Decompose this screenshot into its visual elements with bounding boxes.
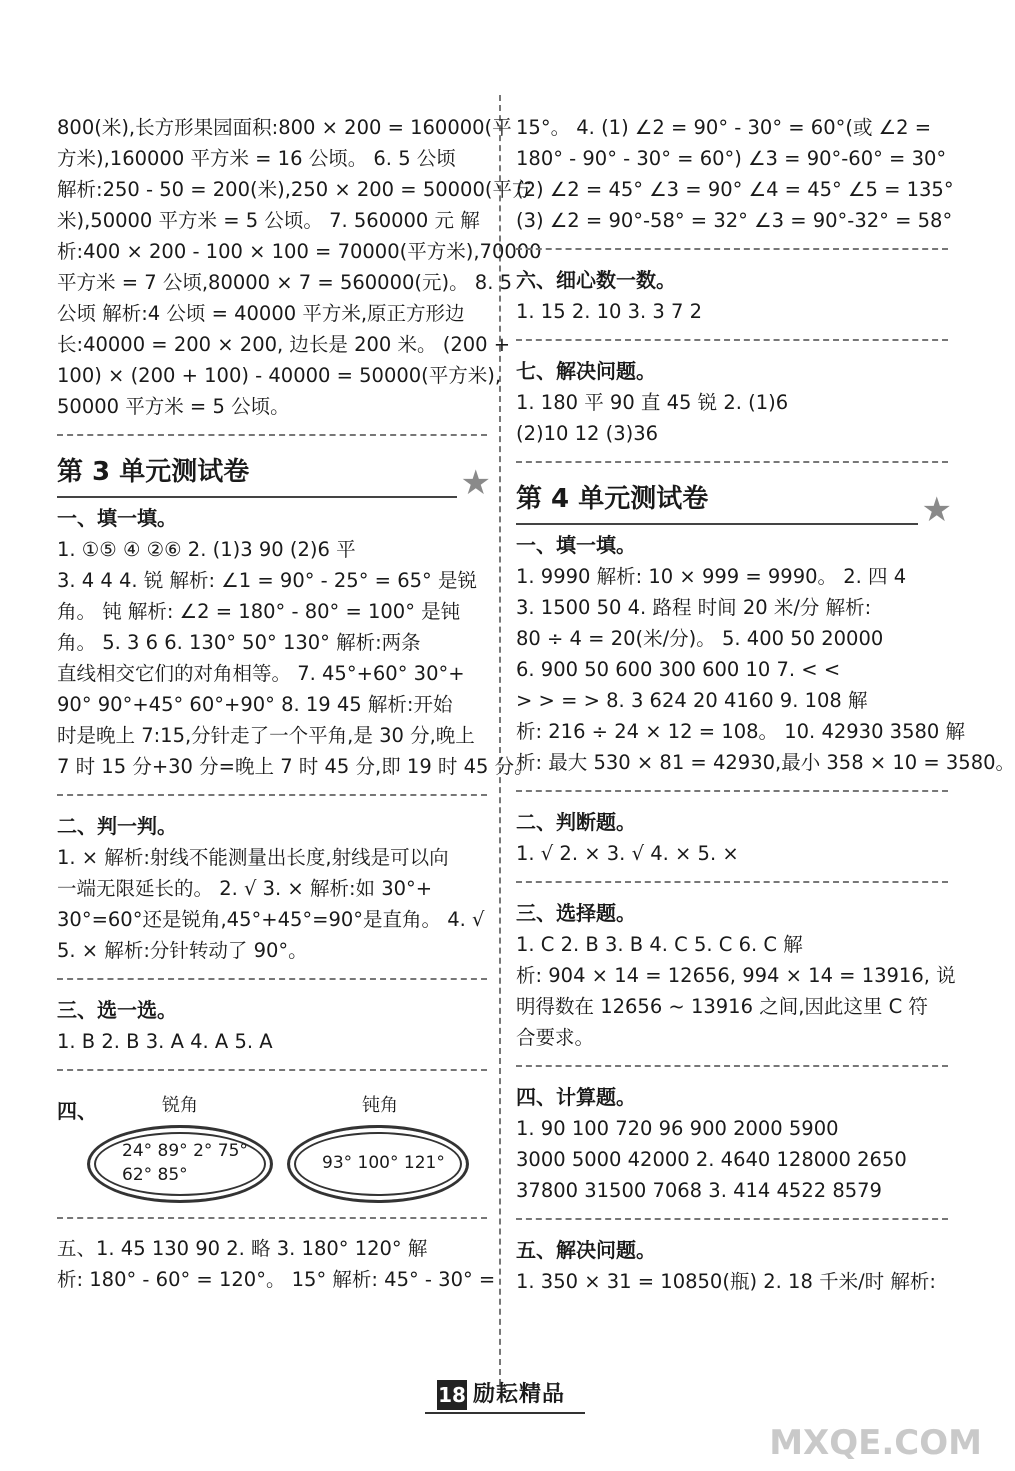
- text-line: 1. 350 × 31 = 10850(瓶) 2. 18 千米/时 解析:: [516, 1270, 936, 1293]
- right-column: [516, 112, 1015, 1297]
- text-line: 析: 180° - 60° = 120°。 15° 解析: 45° - 30° =: [57, 1268, 496, 1291]
- dashed-divider: [516, 1218, 948, 1220]
- text-line: 析:400 × 200 - 100 × 100 = 70000(平方米),70000: [57, 240, 542, 263]
- text-line: (2)10 12 (3)36: [516, 422, 659, 445]
- text-line: 100) × (200 + 100) - 40000 = 50000(平方米),: [57, 364, 502, 387]
- text-line: 长:40000 = 200 × 200, 边长是 200 米。 (200 +: [57, 333, 511, 356]
- dashed-divider: [57, 1069, 487, 1071]
- section-heading: 二、判一判。: [57, 814, 177, 838]
- text-line: (2) ∠2 = 45° ∠3 = 90° ∠4 = 45° ∠5 = 135°: [516, 178, 954, 201]
- text-line: 角。 5. 3 6 6. 130° 50° 130° 解析:两条: [57, 631, 421, 654]
- text-line: 一端无限延长的。 2. √ 3. × 解析:如 30°+: [57, 877, 433, 900]
- dashed-divider: [516, 790, 948, 792]
- section-heading: 一、填一填。: [516, 533, 636, 557]
- page-footer: [425, 1378, 585, 1414]
- text-line: > > = > 8. 3 624 20 4160 9. 108 解: [516, 689, 868, 712]
- text-line: 3. 4 4 4. 锐 解析: ∠1 = 90° - 25° = 65° 是锐: [57, 569, 477, 592]
- text-line: 1. ①⑤ ④ ②⑥ 2. (1)3 90 (2)6 平: [57, 538, 356, 561]
- heading-rule: [516, 523, 918, 525]
- dashed-divider: [516, 339, 948, 341]
- dashed-divider: [57, 434, 487, 436]
- section-heading: 六、细心数一数。: [516, 268, 676, 292]
- text-line: (3) ∠2 = 90°-58° = 32° ∠3 = 90°-32° = 58°: [516, 209, 953, 232]
- text-line: 直线相交它们的对角相等。 7. 45°+60° 30°+: [57, 662, 465, 685]
- text-line: 7 时 15 分+30 分=晚上 7 时 45 分,即 19 时 45 分。: [57, 755, 534, 778]
- text-line: 合要求。: [516, 1026, 595, 1049]
- text-line: 析: 216 ÷ 24 × 12 = 108。 10. 42930 3580 解: [516, 720, 966, 743]
- text-line: 解析:250 - 50 = 200(米),250 × 200 = 50000(平方: [57, 178, 532, 201]
- acute-label: 锐角: [162, 1095, 198, 1116]
- footer-rule: [425, 1412, 585, 1414]
- text-line: 80 ÷ 4 = 20(米/分)。 5. 400 50 20000: [516, 627, 884, 650]
- section-heading: 二、判断题。: [516, 810, 636, 834]
- dashed-divider: [516, 1065, 948, 1067]
- text-line: 90° 90°+45° 60°+90° 8. 19 45 解析:开始: [57, 693, 453, 716]
- page-number: 18: [437, 1380, 467, 1410]
- heading-rule: [57, 496, 457, 498]
- left-column: [57, 112, 542, 1295]
- text-line: 50000 平方米 = 5 公顷。: [57, 395, 290, 418]
- text-line: 1. 9990 解析: 10 × 999 = 9990。 2. 四 4: [516, 565, 907, 588]
- unit-heading: [57, 450, 491, 503]
- unit-title: 第 4 单元测试卷: [516, 484, 709, 514]
- unit-title: 第 3 单元测试卷: [57, 457, 250, 487]
- text-line: 1. × 解析:射线不能测量出长度,射线是可以向: [57, 846, 449, 869]
- text-line: 3. 1500 50 4. 路程 时间 20 米/分 解析:: [516, 596, 872, 619]
- text-line: 6. 900 50 600 300 600 10 7. < <: [516, 658, 841, 681]
- obtuse-values-row: 93° 100° 121°: [322, 1153, 445, 1173]
- watermark: MXQE.COM: [769, 1423, 982, 1463]
- text-line: 5. × 解析:分针转动了 90°。: [57, 939, 308, 962]
- acute-oval: [87, 1125, 273, 1203]
- text-line: 37800 31500 7068 3. 414 4522 8579: [516, 1179, 882, 1202]
- text-line: 1. B 2. B 3. A 4. A 5. A: [57, 1030, 273, 1053]
- section-heading: 一、填一填。: [57, 506, 177, 530]
- text-line: 1. 90 100 720 96 900 2000 5900: [516, 1117, 839, 1140]
- left-top-answers: [57, 112, 542, 422]
- dashed-divider: [516, 881, 948, 883]
- text-line: 800(米),长方形果园面积:800 × 200 = 160000(平: [57, 116, 512, 139]
- text-line: 15°。 4. (1) ∠2 = 90° - 30° = 60°(或 ∠2 =: [516, 116, 932, 139]
- section-heading: 四、: [57, 1099, 97, 1123]
- section-heading: 四、计算题。: [516, 1085, 636, 1109]
- dashed-divider: [57, 1217, 487, 1219]
- text-line: 方米),160000 平方米 = 16 公顷。 6. 5 公顷: [57, 147, 456, 170]
- brand-name: 励耘精品: [473, 1382, 566, 1407]
- text-line: 3000 5000 42000 2. 4640 128000 2650: [516, 1148, 907, 1171]
- star-icon: ★: [921, 490, 952, 530]
- text-line: 析: 904 × 14 = 12656, 994 × 14 = 13916, 说: [516, 964, 956, 987]
- dashed-divider: [516, 461, 948, 463]
- acute-values-row: 24° 89° 2° 75°: [122, 1141, 248, 1161]
- text-line: 平方米 = 7 公顷,80000 × 7 = 560000(元)。 8. 5: [57, 271, 513, 294]
- obtuse-oval: [287, 1125, 469, 1203]
- acute-values-row: 62° 85°: [122, 1165, 188, 1185]
- text-line: 米),50000 平方米 = 5 公顷。 7. 560000 元 解: [57, 209, 480, 232]
- dashed-divider: [516, 248, 948, 250]
- text-line: 公顷 解析:4 公顷 = 40000 平方米,原正方形边: [57, 302, 465, 325]
- dashed-divider: [57, 978, 487, 980]
- text-line: 1. √ 2. × 3. √ 4. × 5. ×: [516, 842, 739, 865]
- text-line: 1. C 2. B 3. B 4. C 5. C 6. C 解: [516, 933, 803, 956]
- section-heading: 三、选择题。: [516, 901, 636, 925]
- dashed-divider: [57, 794, 487, 796]
- text-line: 时是晚上 7:15,分针走了一个平角,是 30 分,晚上: [57, 724, 475, 747]
- text-line: 角。 钝 解析: ∠2 = 180° - 80° = 100° 是钝: [57, 600, 461, 623]
- text-line: 180° - 90° - 30° = 60°) ∠3 = 90°-60° = 30°: [516, 147, 947, 170]
- text-line: 明得数在 12656 ~ 13916 之间,因此这里 C 符: [516, 995, 928, 1018]
- star-icon: ★: [460, 463, 491, 503]
- section-heading: 七、解决问题。: [516, 359, 656, 383]
- text-line: 五、1. 45 130 90 2. 略 3. 180° 120° 解: [57, 1237, 428, 1260]
- section-heading: 三、选一选。: [57, 998, 177, 1022]
- text-line: 析: 最大 530 × 81 = 42930,最小 358 × 10 = 3580。: [516, 751, 1015, 774]
- text-line: 1. 15 2. 10 3. 3 7 2: [516, 300, 703, 323]
- text-line: 30°=60°还是锐角,45°+45°=90°是直角。 4. √: [57, 908, 485, 931]
- angle-classification: [57, 1085, 487, 1205]
- obtuse-label: 钝角: [362, 1095, 398, 1116]
- text-line: 1. 180 平 90 直 45 锐 2. (1)6: [516, 391, 789, 414]
- unit-heading: [516, 477, 952, 530]
- section-heading: 五、解决问题。: [516, 1238, 656, 1262]
